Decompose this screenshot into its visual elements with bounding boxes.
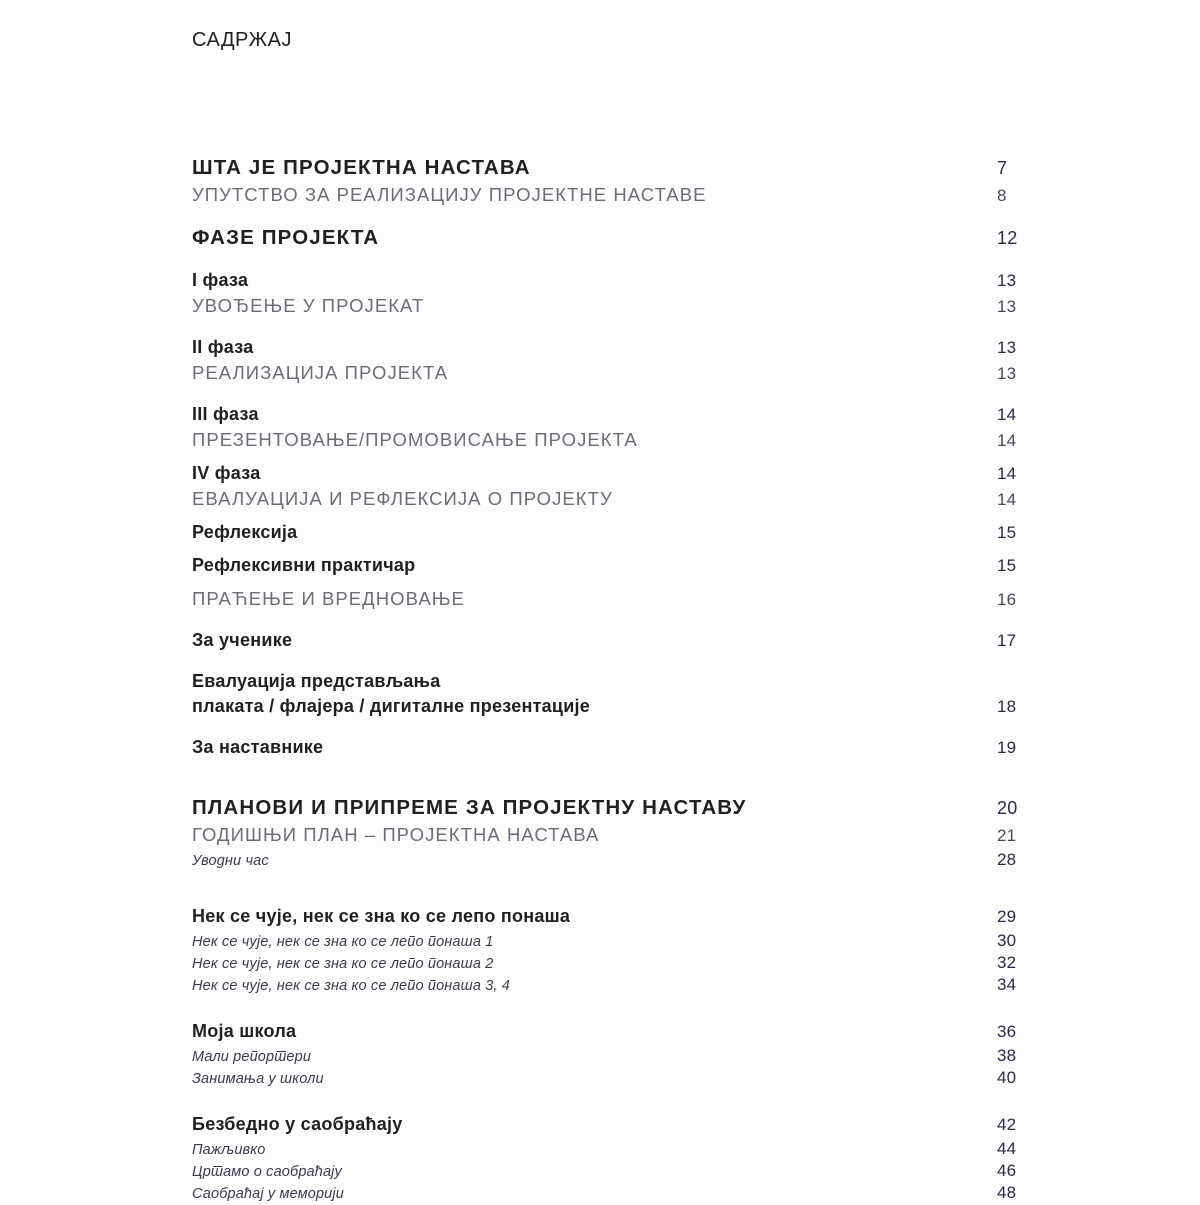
table-of-contents bbox=[192, 28, 1037, 1205]
toc-entry-page-number: 16 bbox=[997, 590, 1017, 609]
toc-entry[interactable] bbox=[192, 1068, 1037, 1088]
spacer bbox=[192, 122, 1037, 156]
spacer bbox=[192, 547, 1037, 555]
toc-entry-label: Нек се чује, нек се зна ко се лепо понаша 3, 4 bbox=[192, 978, 510, 994]
toc-entry-label: Цртамо о саобраћају bbox=[192, 1164, 342, 1180]
spacer bbox=[192, 321, 1037, 337]
toc-entry-label: ПЛАНОВИ И ПРИПРЕМЕ ЗА ПРОЈЕКТНУ НАСТАВУ bbox=[192, 796, 747, 819]
spacer bbox=[192, 455, 1037, 463]
toc-entry-label: ПРЕЗЕНТОВАЊЕ/ПРОМОВИСАЊЕ ПРОЈЕКТА bbox=[192, 429, 638, 450]
page-title: САДРЖАЈ bbox=[192, 29, 292, 51]
toc-entry-label: За ученике bbox=[192, 630, 293, 650]
toc-entry[interactable] bbox=[192, 671, 1037, 692]
toc-entry-label: Нек се чује, нек се зна ко се лепо понаша 1 bbox=[192, 934, 494, 950]
toc-entry-page-number: 13 bbox=[997, 297, 1017, 316]
toc-entry-label: Нек се чује, нек се зна ко се лепо понаша 2 bbox=[192, 956, 494, 972]
toc-entry-label: IV фаза bbox=[192, 463, 261, 483]
spacer bbox=[192, 614, 1037, 630]
toc-entry-label: Евалуација представљања bbox=[192, 671, 441, 691]
toc-entry-label: За наставнике bbox=[192, 737, 324, 757]
toc-entry-page-number: 15 bbox=[997, 556, 1017, 575]
toc-entry[interactable] bbox=[192, 630, 1037, 651]
toc-entry[interactable] bbox=[192, 931, 1037, 951]
toc-entry[interactable] bbox=[192, 1114, 1037, 1135]
toc-entry[interactable] bbox=[192, 906, 1037, 927]
toc-entry-page-number: 13 bbox=[997, 338, 1017, 357]
toc-entry-page-number: 14 bbox=[997, 405, 1017, 424]
toc-entry-page-number: 44 bbox=[997, 1139, 1017, 1158]
toc-entry[interactable] bbox=[192, 824, 1037, 846]
toc-entry-label: Моја школа bbox=[192, 1021, 297, 1041]
toc-entry-page-number: 14 bbox=[997, 490, 1017, 509]
toc-entry-page-number: 7 bbox=[997, 158, 1008, 178]
toc-entry-page-number: 14 bbox=[997, 464, 1017, 483]
toc-entry[interactable] bbox=[192, 337, 1037, 358]
toc-entry-page-number: 40 bbox=[997, 1068, 1017, 1087]
toc-entry-list bbox=[192, 122, 1037, 1203]
toc-entry-label: УПУТСТВО ЗА РЕАЛИЗАЦИЈУ ПРОЈЕКТНЕ НАСТАВЕ bbox=[192, 184, 707, 205]
toc-entry-page-number: 15 bbox=[997, 523, 1017, 542]
spacer bbox=[192, 762, 1037, 796]
spacer bbox=[192, 254, 1037, 270]
spacer bbox=[192, 1090, 1037, 1114]
toc-entry-page-number: 19 bbox=[997, 738, 1017, 757]
toc-entry-label: I фаза bbox=[192, 270, 249, 290]
toc-entry-page-number: 21 bbox=[997, 826, 1017, 845]
toc-entry[interactable] bbox=[192, 429, 1037, 451]
toc-entry[interactable] bbox=[192, 975, 1037, 995]
toc-entry-page-number: 42 bbox=[997, 1115, 1017, 1134]
toc-entry-label: ПРАЋЕЊЕ И ВРЕДНОВАЊЕ bbox=[192, 588, 465, 609]
toc-entry-page-number: 36 bbox=[997, 1022, 1017, 1041]
toc-entry-page-number: 32 bbox=[997, 953, 1017, 972]
toc-entry[interactable] bbox=[192, 404, 1037, 425]
toc-entry[interactable] bbox=[192, 488, 1037, 510]
toc-entry[interactable] bbox=[192, 1139, 1037, 1159]
toc-entry[interactable] bbox=[192, 463, 1037, 484]
toc-entry[interactable] bbox=[192, 362, 1037, 384]
toc-entry-label: ГОДИШЊИ ПЛАН – ПРОЈЕКТНА НАСТАВА bbox=[192, 824, 600, 845]
toc-entry-page-number: 12 bbox=[997, 228, 1018, 248]
toc-entry-page-number: 20 bbox=[997, 798, 1018, 818]
toc-entry-label: III фаза bbox=[192, 404, 259, 424]
toc-entry-page-number: 14 bbox=[997, 431, 1017, 450]
toc-entry[interactable] bbox=[192, 1183, 1037, 1203]
toc-entry-label: ФАЗЕ ПРОЈЕКТА bbox=[192, 226, 380, 249]
toc-entry[interactable] bbox=[192, 1046, 1037, 1066]
toc-entry[interactable] bbox=[192, 1161, 1037, 1181]
toc-entry-page-number: 34 bbox=[997, 975, 1017, 994]
toc-entry-label: плаката / флајера / дигиталне презентације bbox=[192, 696, 591, 716]
toc-entry-label: Пажљивко bbox=[192, 1142, 266, 1158]
spacer bbox=[192, 655, 1037, 671]
toc-entry-page-number: 17 bbox=[997, 631, 1017, 650]
toc-entry-label: Рефлексивни практичар bbox=[192, 555, 416, 575]
toc-entry-label: ШТА ЈЕ ПРОЈЕКТНА НАСТАВА bbox=[192, 156, 531, 179]
toc-entry-label: Саобраћај у меморији bbox=[192, 1186, 344, 1202]
toc-entry-label: Уводни час bbox=[192, 853, 269, 869]
spacer bbox=[192, 721, 1037, 737]
toc-entry-label: Рефлексија bbox=[192, 522, 298, 542]
toc-entry-label: ЕВАЛУАЦИЈА И РЕФЛЕКСИЈА О ПРОЈЕКТУ bbox=[192, 488, 613, 509]
toc-entry[interactable] bbox=[192, 522, 1037, 543]
toc-entry-label: Нек се чује, нек се зна ко се лепо понаша bbox=[192, 906, 571, 926]
spacer bbox=[192, 210, 1037, 226]
toc-entry-label: II фаза bbox=[192, 337, 254, 357]
spacer bbox=[192, 514, 1037, 522]
toc-entry-page-number: 48 bbox=[997, 1183, 1017, 1202]
toc-entry-page-number: 38 bbox=[997, 1046, 1017, 1065]
spacer bbox=[192, 872, 1037, 906]
toc-entry-label: УВОЂЕЊЕ У ПРОЈЕКАТ bbox=[192, 295, 425, 316]
toc-entry-label: РЕАЛИЗАЦИЈА ПРОЈЕКТА bbox=[192, 362, 449, 383]
toc-entry[interactable] bbox=[192, 850, 1037, 870]
toc-entry-label: Безбедно у саобраћају bbox=[192, 1114, 403, 1134]
toc-entry[interactable] bbox=[192, 696, 1037, 717]
toc-entry[interactable] bbox=[192, 1021, 1037, 1042]
toc-entry[interactable] bbox=[192, 737, 1037, 758]
toc-entry-page-number: 13 bbox=[997, 364, 1017, 383]
spacer bbox=[192, 580, 1037, 588]
toc-entry[interactable] bbox=[192, 270, 1037, 291]
toc-entry-page-number: 29 bbox=[997, 907, 1017, 926]
spacer bbox=[192, 997, 1037, 1021]
toc-entry[interactable] bbox=[192, 226, 1037, 250]
toc-entry-label: Мали репортери bbox=[192, 1049, 312, 1065]
toc-entry[interactable] bbox=[192, 953, 1037, 973]
toc-entry-page-number: 28 bbox=[997, 850, 1017, 869]
toc-entry-label: Занимања у школи bbox=[192, 1071, 324, 1087]
toc-entry-page-number: 46 bbox=[997, 1161, 1017, 1180]
toc-entry[interactable] bbox=[192, 184, 1037, 206]
toc-entry[interactable] bbox=[192, 295, 1037, 317]
toc-entry-page-number: 8 bbox=[997, 186, 1007, 205]
toc-entry-page-number: 13 bbox=[997, 271, 1017, 290]
toc-entry[interactable] bbox=[192, 156, 1037, 180]
toc-entry[interactable] bbox=[192, 796, 1037, 820]
toc-entry[interactable] bbox=[192, 555, 1037, 576]
spacer bbox=[192, 388, 1037, 404]
toc-entry[interactable] bbox=[192, 588, 1037, 610]
toc-entry-page-number: 30 bbox=[997, 931, 1017, 950]
toc-entry-page-number: 18 bbox=[997, 697, 1017, 716]
